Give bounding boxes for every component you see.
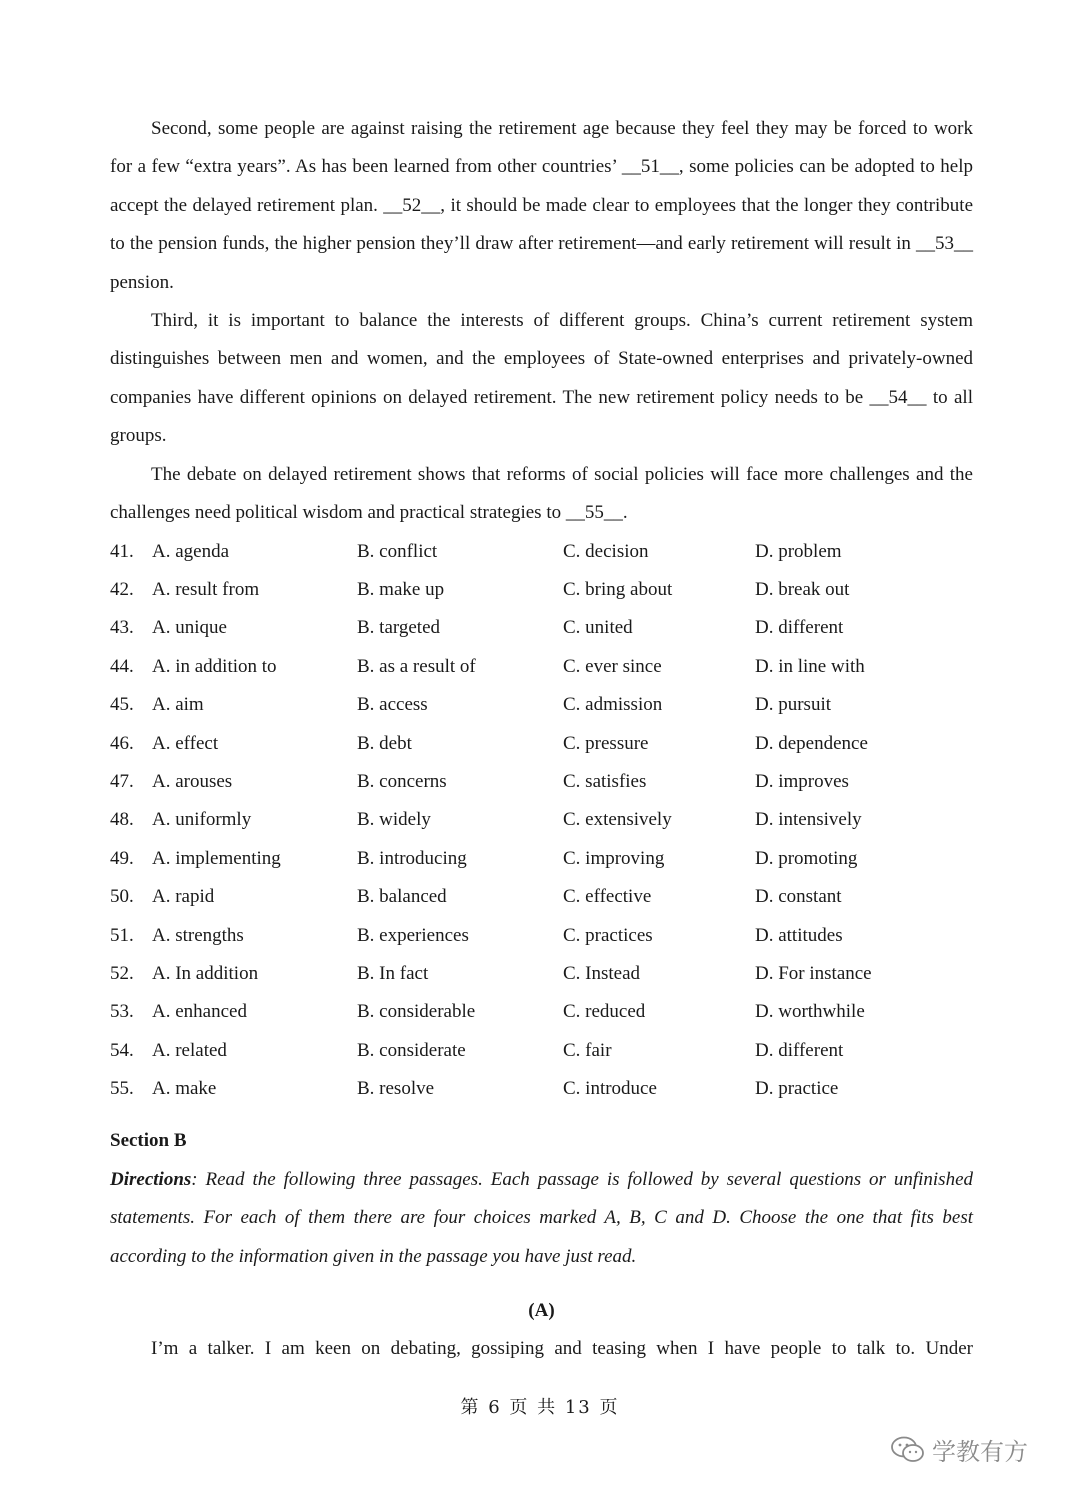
option-d: D. different — [755, 1039, 844, 1061]
option-a: A. enhanced — [152, 1001, 247, 1023]
option-row — [110, 1070, 973, 1108]
paragraph-debate: The debate on delayed retirement shows that reforms of social policies will face more challenges and the challenges need political wisdom and practical strategies to __55__. — [110, 463, 973, 524]
paragraph-third: Third, it is important to balance the interests of different groups. China’s current retirement system distinguishes between men and women, and the employees of State-owned enterprises and privately-owned companies have different opinions on delayed retirement. The new retirement policy needs to be __54__ to all groups. — [110, 310, 973, 447]
option-row — [110, 801, 973, 839]
option-b: B. introducing — [357, 847, 467, 869]
option-c: C. effective — [563, 886, 652, 908]
option-a: A. uniformly — [152, 809, 252, 831]
option-row — [110, 1032, 973, 1070]
option-d: D. improves — [755, 771, 849, 792]
option-b: B. access — [357, 694, 428, 716]
option-row — [110, 686, 973, 724]
option-c: C. reduced — [563, 1001, 646, 1023]
option-d: D. in line with — [755, 655, 865, 677]
option-c: C. practices — [563, 924, 653, 946]
option-a: A. make — [152, 1078, 217, 1100]
option-a: A. in addition to — [152, 655, 277, 677]
option-row — [110, 609, 973, 647]
watermark — [890, 1432, 1028, 1467]
option-c: C. decision — [563, 540, 649, 562]
option-c: C. bring about — [563, 579, 673, 601]
question-number: 43. — [110, 617, 134, 639]
option-d: D. dependence — [755, 732, 868, 754]
question-number: 51. — [110, 924, 134, 946]
option-a: A. agenda — [152, 540, 230, 562]
option-b: B. resolve — [357, 1078, 435, 1100]
paragraph-second: Second, some people are against raising the retirement age because they feel they may be forced to work for a few “extra years”. As has been learned from other countries’ __51__, some policies can be adopted to help accept the delayed retirement plan. __52__, it should be made clear to employees that the longer they contribute to the pension funds, the higher pension they’ll draw after retirement—and early retirement will result in __53__ pension. — [110, 118, 973, 293]
option-c: C. extensively — [563, 809, 672, 831]
option-a: A. rapid — [152, 886, 215, 908]
option-c: C. Instead — [563, 962, 641, 984]
option-c: C. fair — [563, 1039, 612, 1061]
question-number: 41. — [110, 540, 134, 562]
directions-label: Directions — [110, 1168, 192, 1190]
option-c: C. satisfies — [563, 771, 647, 792]
passage-first-line: I’m a talker. I am keen on debating, gossiping and teasing when I have people to talk to. Under — [151, 1338, 973, 1360]
option-d: D. break out — [755, 579, 850, 601]
option-a: A. implementing — [152, 847, 281, 869]
option-row — [110, 532, 973, 570]
option-row — [110, 840, 973, 878]
question-number: 47. — [110, 771, 134, 792]
option-d: D. attitudes — [755, 924, 843, 946]
question-number: 45. — [110, 694, 134, 716]
option-row — [110, 916, 973, 954]
question-number: 42. — [110, 579, 134, 601]
question-number: 49. — [110, 847, 134, 869]
option-b: B. experiences — [357, 924, 469, 946]
option-d: D. promoting — [755, 847, 858, 869]
option-a: A. In addition — [152, 962, 259, 984]
option-d: D. For instance — [755, 962, 872, 984]
question-number: 53. — [110, 1001, 134, 1023]
option-c: C. introduce — [563, 1078, 657, 1100]
option-b: B. conflict — [357, 540, 438, 562]
option-row — [110, 878, 973, 916]
page-content — [110, 110, 973, 1369]
option-d: D. pursuit — [755, 694, 831, 716]
question-number: 48. — [110, 809, 134, 831]
option-b: B. debt — [357, 732, 412, 754]
question-number: 55. — [110, 1078, 134, 1100]
option-row — [110, 955, 973, 993]
directions — [110, 1161, 973, 1276]
option-c: C. admission — [563, 694, 663, 716]
option-b: B. considerate — [357, 1039, 466, 1061]
option-row — [110, 763, 973, 801]
option-row — [110, 571, 973, 609]
answer-options-list — [110, 532, 973, 1108]
watermark-text: 学教有方 — [932, 1438, 1028, 1466]
option-b: B. make up — [357, 579, 445, 601]
option-d: D. constant — [755, 886, 842, 908]
question-number: 50. — [110, 886, 134, 908]
question-number: 46. — [110, 732, 134, 754]
option-b: B. concerns — [357, 771, 447, 792]
option-d: D. problem — [755, 540, 842, 562]
option-b: B. balanced — [357, 886, 447, 908]
question-number: 52. — [110, 962, 134, 984]
option-a: A. arouses — [152, 771, 233, 792]
option-b: B. considerable — [357, 1001, 476, 1023]
directions-text: : Read the following three passages. Each passage is followed by several questions or unfinished statements. For each of them there are four choices marked A, B, C and D. Choose the one that fits best according to the information given in the passage you have just read. — [110, 1168, 973, 1267]
option-d: D. worthwhile — [755, 1001, 865, 1023]
passage-title: (A) — [528, 1299, 555, 1321]
option-a: A. effect — [152, 732, 219, 754]
option-a: A. related — [152, 1039, 227, 1061]
option-b: B. In fact — [357, 962, 429, 984]
option-b: B. widely — [357, 809, 431, 831]
option-c: C. improving — [563, 847, 665, 869]
option-a: A. unique — [152, 617, 227, 639]
question-number: 54. — [110, 1039, 134, 1061]
option-a: A. strengths — [152, 924, 244, 946]
option-row — [110, 724, 973, 762]
option-d: D. different — [755, 617, 844, 639]
option-row — [110, 648, 973, 686]
option-c: C. pressure — [563, 732, 649, 754]
question-number: 44. — [110, 655, 134, 677]
option-a: A. aim — [152, 694, 204, 716]
option-d: D. practice — [755, 1078, 839, 1100]
option-b: B. targeted — [357, 617, 441, 639]
option-c: C. ever since — [563, 655, 662, 677]
option-b: B. as a result of — [357, 655, 476, 677]
option-a: A. result from — [152, 579, 260, 601]
section-title: Section B — [110, 1130, 187, 1152]
option-d: D. intensively — [755, 809, 862, 831]
wechat-icon — [890, 1435, 926, 1465]
page-footer: 第 6 页 共 13 页 — [460, 1397, 620, 1418]
option-c: C. united — [563, 617, 633, 639]
option-row — [110, 993, 973, 1031]
